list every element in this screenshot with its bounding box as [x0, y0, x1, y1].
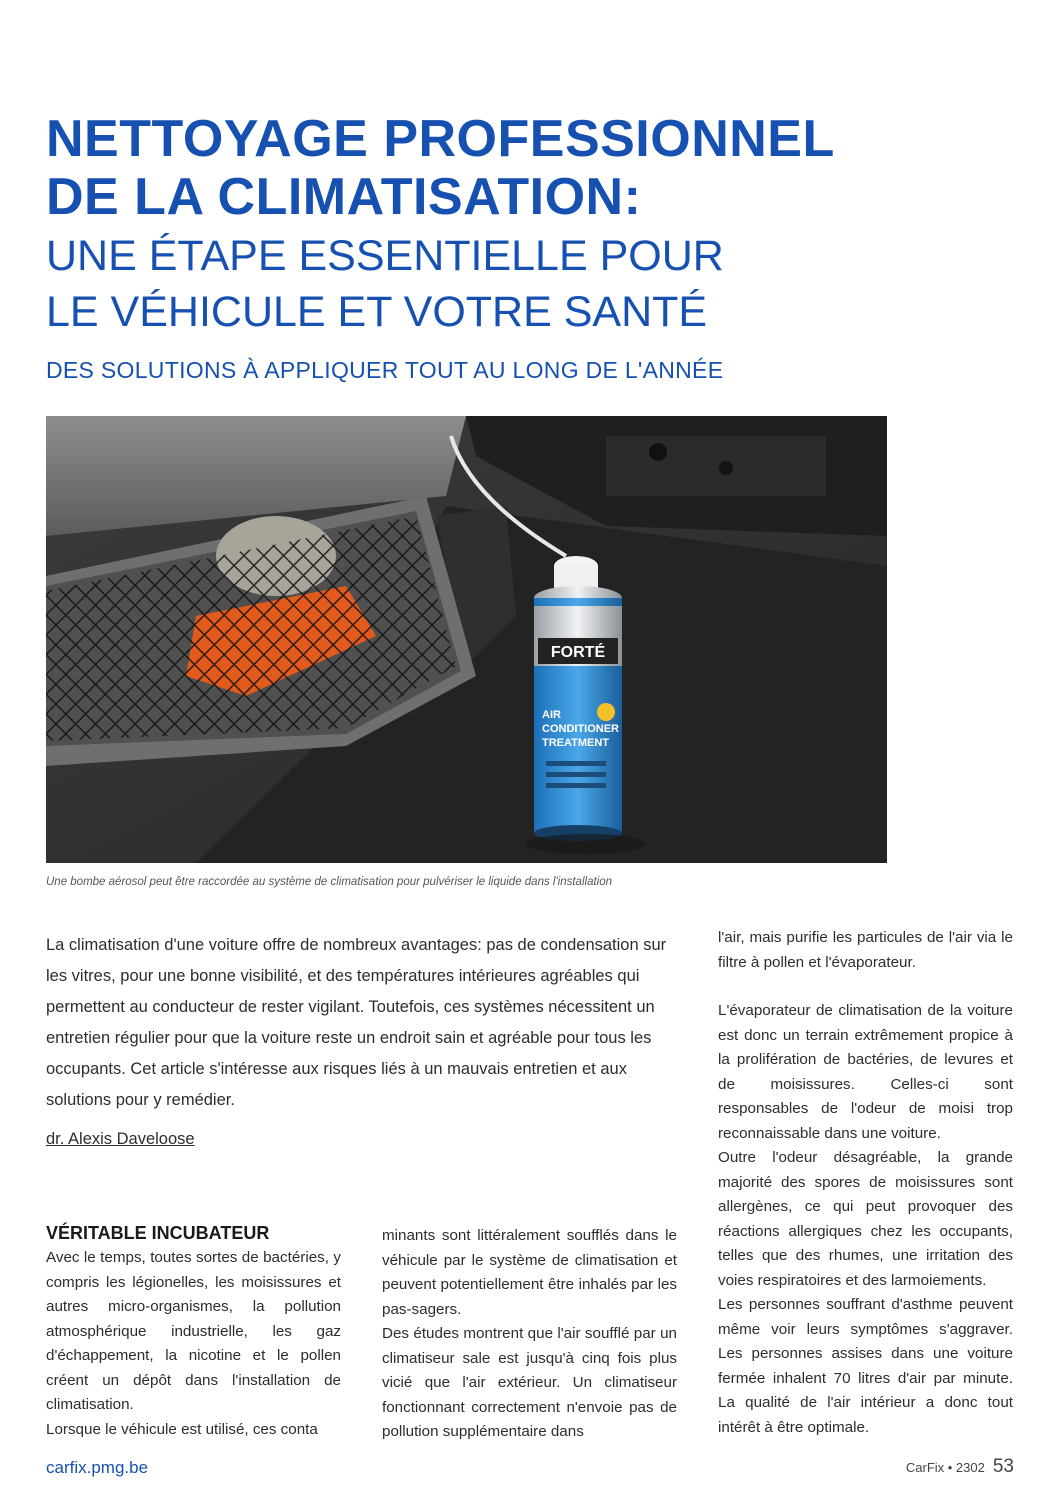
title-line-4: LE VÉHICULE ET VOTRE SANTÉ	[46, 288, 708, 336]
col1-paragraph-2: Lorsque le véhicule est utilisé, ces conta	[46, 1420, 318, 1438]
footer-magazine: CarFix • 2302	[905, 1460, 985, 1475]
section-heading: VÉRITABLE INCUBATEUR	[46, 1223, 270, 1243]
col3-paragraph-3: Outre l'odeur désagréable, la grande majorité des spores de moisissures sont allergènes, ce qui peut provoquer des réactions allergiques chez les occupants, telles que des rhumes, une irritation des voies respiratoires et des larmoiements.	[718, 1149, 1013, 1289]
can-brand: FORTÉ	[550, 644, 606, 661]
article-subtitle	[46, 228, 946, 340]
col1-paragraph-1: Avec le temps, toutes sortes de bactéries, y compris les légionelles, les moisissures et autres micro-organismes, la pollution atmosphérique industrielle, les gaz d'échappement, la nicotine et le pollen créent un dépôt dans l'installation de climatisation.	[46, 1249, 341, 1413]
title-line-1: NETTOYAGE PROFESSIONNEL	[46, 110, 835, 168]
footer-website[interactable]: carfix.pmg.be	[46, 1458, 149, 1477]
footer-page-info	[906, 1456, 1014, 1478]
article-title	[46, 110, 946, 226]
paragraph-gap	[718, 975, 1013, 999]
photo-caption: Une bombe aérosol peut être raccordée au système de climatisation pour pulvériser le liquide dans l'installation	[46, 876, 613, 888]
author-name: dr. Alexis Daveloose	[46, 1130, 195, 1148]
col3-paragraph-2: L'évaporateur de climatisation de la voiture est donc un terrain extrêmement propice à la prolifération de bactéries, de levures et de moisissures. Celles-ci sont responsables de l'odeur de moisi trop reconnaissable dans une voiture.	[718, 1002, 1013, 1142]
col2-paragraph-2: Des études montrent que l'air soufflé par un climatiseur sale est jusqu'à cinq fois plus vicié que l'air extérieur. Un climatiseur fonctionnant correctement n'envoie pas de pollution supplémentaire dans	[382, 1325, 677, 1440]
title-line-3: UNE ÉTAPE ESSENTIELLE POUR	[46, 232, 724, 280]
col3-paragraph-1: l'air, mais purifie les particules de l'air via le filtre à pollen et l'évaporateur.	[718, 929, 1013, 971]
can-label-1: AIR	[542, 709, 561, 721]
col3-paragraph-4: Les personnes souffrant d'asthme peuvent même voir leurs symptômes s'aggraver. Les personnes assises dans une voiture fermée inhalent 70 litres d'air par minute. La qualité de l'air intérieur a donc tout intérêt à être optimale.	[718, 1296, 1013, 1436]
body-column-1	[46, 1220, 341, 1442]
body-column-2	[382, 1224, 677, 1445]
col2-paragraph-1: minants sont littéralement soufflés dans le véhicule par le système de climatisation et peuvent potentiellement être inhalés par les pas-sagers.	[382, 1227, 677, 1318]
title-line-2: DE LA CLIMATISATION:	[46, 168, 642, 226]
kicker: DES SOLUTIONS À APPLIQUER TOUT AU LONG DE L'ANNÉE	[46, 357, 724, 383]
can-label-3: TREATMENT	[542, 737, 610, 749]
can-label-2: CONDITIONER	[542, 723, 619, 735]
body-column-3	[718, 926, 1013, 1440]
article-photo	[46, 416, 887, 863]
intro-paragraph: La climatisation d'une voiture offre de nombreux avantages: pas de condensation sur les vitres, pour une bonne visibilité, et des températures intérieures agréables qui permettent au conducteur de rester vigilant. Toutefois, ces systèmes nécessitent un entretien régulier pour que la voiture reste un endroit sain et agréable pour tous les occupants. Cet article s'intéresse aux risques liés à un mauvais entretien et aux solutions pour y remédier.	[46, 936, 667, 1109]
page-number: 53	[992, 1456, 1014, 1477]
